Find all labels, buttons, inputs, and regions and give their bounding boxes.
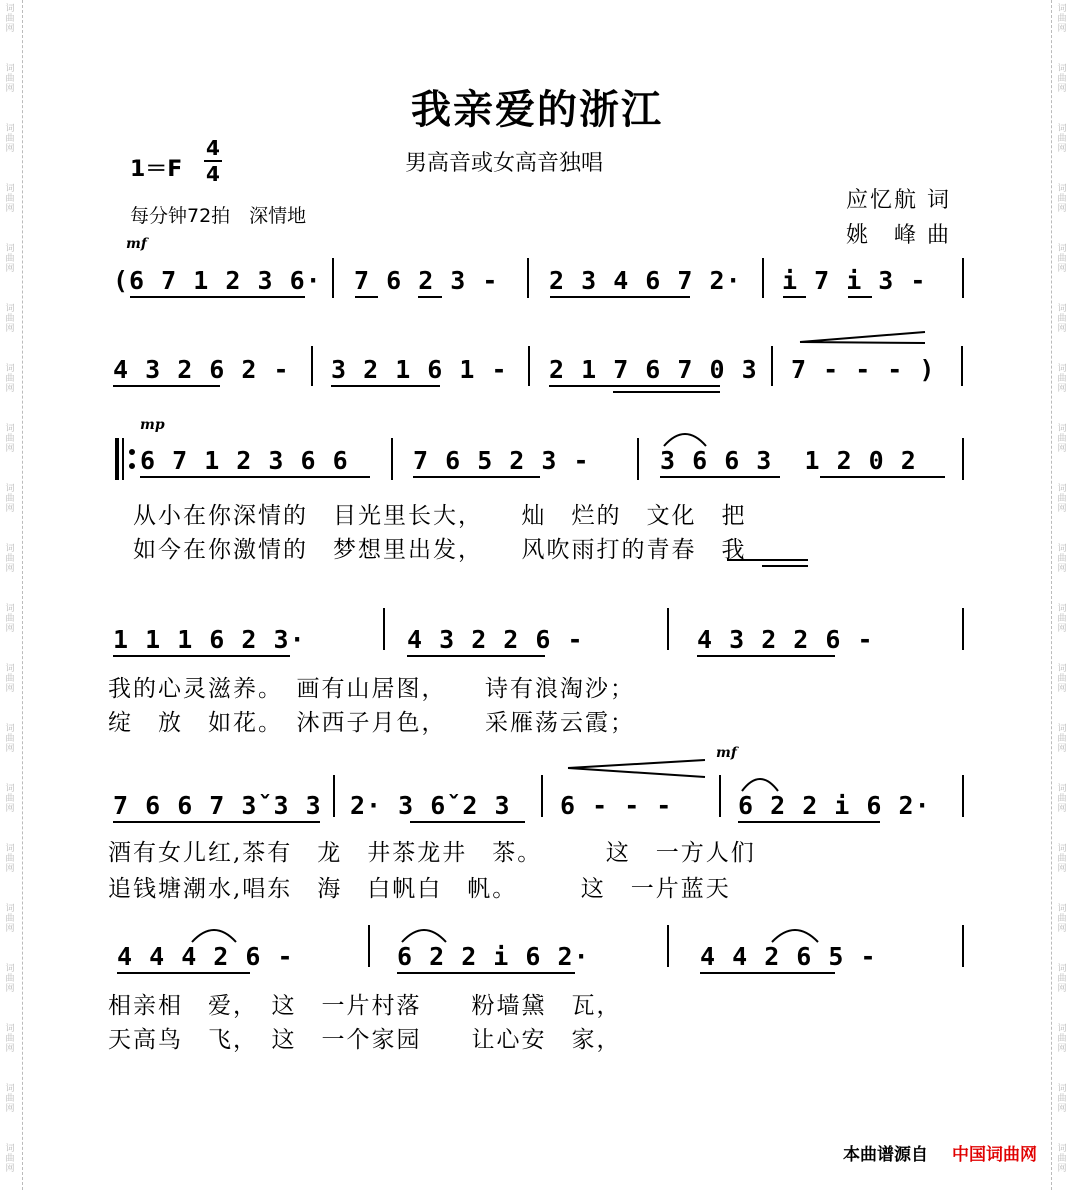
watermark-glyphs: 词 曲 网: [5, 1084, 15, 1114]
watermark-glyphs: 词 曲 网: [1057, 1024, 1067, 1054]
lyric-line-verse2: 天高鸟 飞， 这 一个家园 让心安 家，: [108, 1027, 622, 1053]
watermark-glyphs: 词 曲 网: [5, 844, 15, 874]
watermark-glyphs: 词 曲 网: [1057, 964, 1067, 994]
watermark-glyphs: 词 曲 网: [5, 1024, 15, 1054]
watermark-glyphs: 词 曲 网: [1057, 304, 1067, 334]
measure: 7 6 2 3 -: [354, 266, 499, 295]
lyric-line-verse1: 从小在你深情的 目光里长大， 灿 烂的 文化 把: [133, 503, 747, 529]
watermark-glyphs: 词 曲 网: [1057, 844, 1067, 874]
tempo-marking: 每分钟72拍 深情地: [130, 205, 307, 227]
measure: 6 2 2 i 6 2·: [738, 791, 931, 820]
song-title: 我亲爱的浙江: [411, 86, 663, 133]
watermark-glyphs: 词 曲 网: [5, 124, 15, 154]
dynamic-mark: mp: [140, 417, 165, 433]
lyric-line-verse1: 相亲相 爱， 这 一片村落 粉墙黛 瓦，: [108, 993, 622, 1019]
watermark-glyphs: 词 曲 网: [1057, 124, 1067, 154]
watermark-glyphs: 词 曲 网: [5, 784, 15, 814]
watermark-glyphs: 词 曲 网: [1057, 544, 1067, 574]
measure: 6 2 2 i 6 2·: [397, 942, 590, 971]
composer-credit: 姚 峰 曲: [846, 223, 951, 248]
measure: 2· 3 6ˇ2 3: [350, 791, 511, 820]
watermark-glyphs: 词 曲 网: [5, 424, 15, 454]
footer-site-link[interactable]: 中国词曲网: [952, 1145, 1037, 1165]
measure: 4 3 2 6 2 -: [113, 355, 290, 384]
watermark-glyphs: 词 曲 网: [5, 904, 15, 934]
watermark-glyphs: 词 曲 网: [5, 724, 15, 754]
measure: 7 6 6 7 3ˇ3 3: [113, 791, 322, 820]
watermark-glyphs: 词 曲 网: [1057, 604, 1067, 634]
watermark-glyphs: 词 曲 网: [5, 244, 15, 274]
footer-source-label: 本曲谱源自: [843, 1145, 928, 1165]
watermark-glyphs: 词 曲 网: [1057, 724, 1067, 754]
measure: 4 3 2 2 6 -: [697, 625, 874, 654]
watermark-glyphs: 词 曲 网: [5, 964, 15, 994]
watermark-glyphs: 词 曲 网: [5, 184, 15, 214]
measure: 6 - - -: [560, 791, 673, 820]
watermark-glyphs: 词 曲 网: [1057, 184, 1067, 214]
time-bottom: 4: [206, 162, 220, 186]
watermark-glyphs: 词 曲 网: [5, 64, 15, 94]
watermark-glyphs: 词 曲 网: [1057, 784, 1067, 814]
measure: 2 3 4 6 7 2·: [549, 266, 742, 295]
dynamic-mark: mf: [716, 745, 737, 761]
measure: (6 7 1 2 3 6·: [113, 266, 322, 295]
measure: 1 1 1 6 2 3·: [113, 625, 306, 654]
watermark-glyphs: 词 曲 网: [1057, 64, 1067, 94]
watermark-glyphs: 词 曲 网: [1057, 4, 1067, 34]
measure: 7 6 5 2 3 -: [413, 446, 590, 475]
key-signature: 1＝F: [130, 157, 183, 182]
measure: i 7 i 3 -: [782, 266, 927, 295]
watermark-glyphs: 词 曲 网: [5, 664, 15, 694]
song-subtitle: 男高音或女高音独唱: [405, 151, 604, 176]
lyric-line-verse2: 绽 放 如花。 沐西子月色， 采雁荡云霞；: [108, 710, 635, 736]
measure: 4 3 2 2 6 -: [407, 625, 584, 654]
lyric-line-verse2: 如今在你激情的 梦想里出发， 风吹雨打的青春 我: [133, 537, 747, 563]
measure: 4 4 2 6 5 -: [700, 942, 877, 971]
lyric-line-verse1: 我的心灵滋养。 画有山居图， 诗有浪淘沙；: [108, 676, 635, 702]
lyric-line-verse1: 酒有女儿红,茶有 龙 井茶龙井 茶。 这 一方人们: [108, 840, 756, 866]
watermark-glyphs: 词 曲 网: [1057, 484, 1067, 514]
watermark-glyphs: 词 曲 网: [1057, 1144, 1067, 1174]
time-top: 4: [206, 136, 220, 160]
watermark-glyphs: 词 曲 网: [1057, 244, 1067, 274]
watermark-glyphs: 词 曲 网: [5, 604, 15, 634]
watermark-glyphs: 词 曲 网: [1057, 424, 1067, 454]
watermark-glyphs: 词 曲 网: [1057, 1084, 1067, 1114]
lyricist-credit: 应忆航 词: [846, 188, 951, 213]
watermark-glyphs: 词 曲 网: [5, 364, 15, 394]
watermark-glyphs: 词 曲 网: [1057, 904, 1067, 934]
lyric-line-verse2: 追钱塘潮水,唱东 海 白帆白 帆。 这 一片蓝天: [108, 876, 731, 902]
watermark-glyphs: 词 曲 网: [5, 544, 15, 574]
measure: 4 4 4 2 6 -: [117, 942, 294, 971]
watermark-glyphs: 词 曲 网: [5, 4, 15, 34]
measure: 2 1 7 6 7 0 3: [549, 355, 758, 384]
watermark-glyphs: 词 曲 网: [5, 1144, 15, 1174]
watermark-glyphs: 词 曲 网: [1057, 364, 1067, 394]
dynamic-mark: mf: [126, 236, 147, 252]
measure: 7 - - - ): [791, 355, 936, 384]
watermark-glyphs: 词 曲 网: [5, 484, 15, 514]
watermark-glyphs: 词 曲 网: [5, 304, 15, 334]
measure: 3 2 1 6 1 -: [331, 355, 508, 384]
measure: 3 6 6 3 1 2 0 2: [660, 446, 917, 475]
watermark-glyphs: 词 曲 网: [1057, 664, 1067, 694]
measure: 6 7 1 2 3 6 6: [140, 446, 349, 475]
